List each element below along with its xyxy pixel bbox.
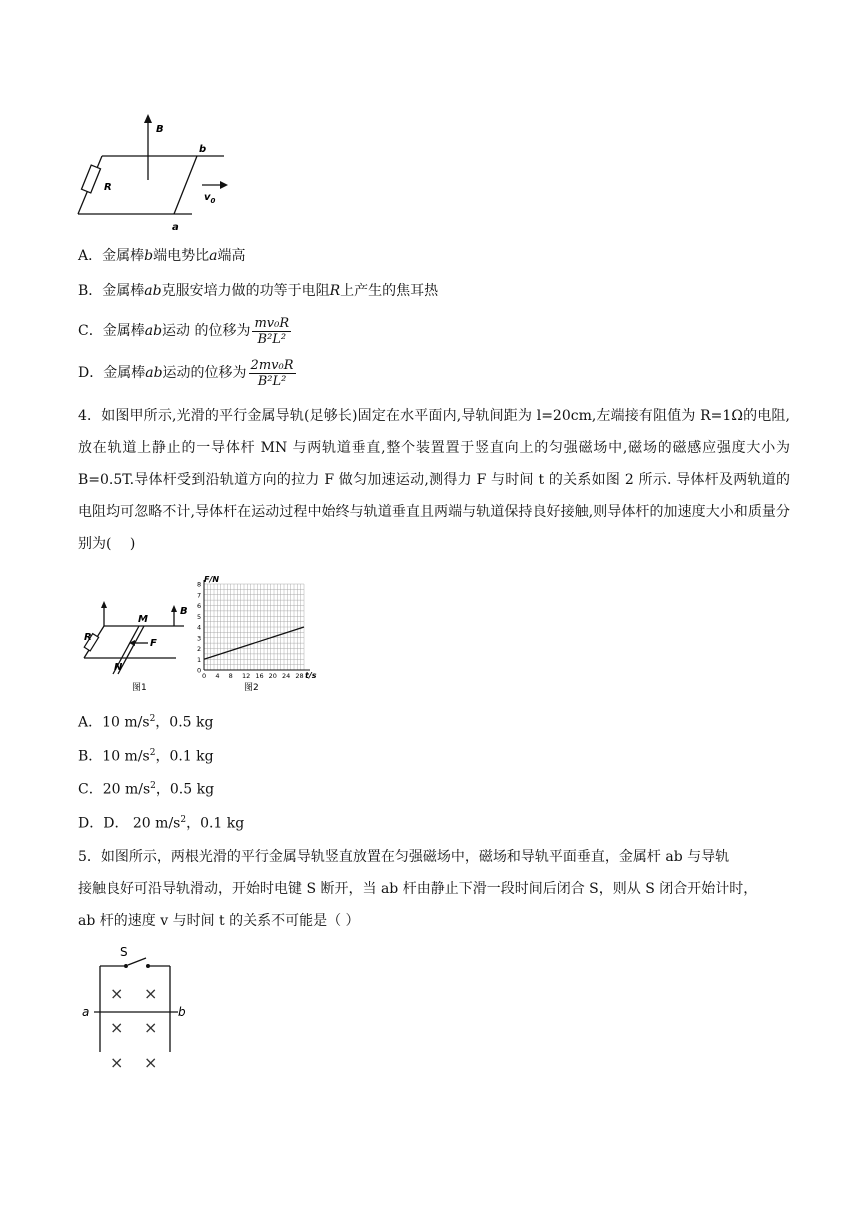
svg-text:a: a (82, 1005, 90, 1019)
y-tick-label: 3 (197, 634, 202, 643)
label-R: R (104, 182, 112, 193)
y-tick-label: 6 (197, 602, 202, 610)
x-tick-label: 8 (228, 672, 233, 680)
x-tick-label: 20 (268, 672, 277, 680)
fraction-d: $\frac{\text{2mv₀R}}{\text{B²L²}}$ (250, 357, 294, 389)
q3-option-d: D．金属棒ab运动的位移为 $\frac{\text{2mv₀R}}{\text{B²L²}}$ (78, 357, 294, 389)
q4-option-c: C．20 $m/s^2$，0.5 kg (78, 781, 215, 798)
svg-text:M: M (138, 614, 148, 625)
q4-figure-1 (80, 600, 190, 695)
x-tick-label: 0 (202, 672, 207, 680)
fraction-c: $\frac{\text{mv₀R}}{\text{B²L²}}$ (254, 315, 290, 347)
q3-option-a: A．金属棒b端电势比a端高 (78, 248, 246, 264)
svg-text:×: × (144, 1053, 158, 1072)
chart-caption: 图2 (244, 683, 259, 693)
svg-text:×: × (110, 984, 124, 1003)
q4-option-b: B．10 $m/s^2$，0.1 kg (78, 748, 214, 765)
chart-xlabel: t/s (305, 671, 317, 680)
svg-text:F: F (150, 638, 157, 649)
y-tick-label: 1 (197, 655, 202, 664)
x-tick-label: 24 (282, 672, 291, 680)
q5-stem-line-2: 接触良好可沿导轨滑动，开始时电键 S 断开，当 ab 杆由静止下滑一段时间后闭合 S，则从 S 闭合开始计时， (78, 881, 758, 897)
q3-option-c: C．金属棒ab运动 的位移为 $\frac{\text{mv₀R}}{\text{B²L²}}$ (78, 315, 290, 347)
chart-ylabel: F/N (204, 575, 220, 584)
svg-text:×: × (144, 1018, 158, 1037)
q5-stem-line-3: ab 杆的速度 v 与时间 t 的关系不可能是（ ） (78, 913, 360, 929)
svg-text:R: R (84, 632, 92, 643)
svg-text:N: N (114, 662, 123, 673)
x-tick-label: 4 (215, 672, 220, 680)
x-tick-label: 12 (242, 672, 251, 680)
q3-option-b: B．金属棒ab克服安培力做的功等于电阻R上产生的焦耳热 (78, 283, 439, 299)
q4-option-d: D．D． 20 $m/s^2$，0.1 kg (78, 815, 245, 832)
y-tick-label: 8 (197, 580, 202, 589)
y-tick-label: 5 (197, 612, 202, 621)
svg-text:图1: 图1 (132, 683, 147, 693)
x-tick-label: 16 (255, 672, 264, 680)
q5-stem-line-1: 5．如图所示，两根光滑的平行金属导轨竖直放置在匀强磁场中，磁场和导轨平面垂直，金属杆 ab 与导轨 (78, 849, 730, 865)
label-a: a (172, 222, 179, 233)
q4-f-t-chart (190, 574, 320, 696)
q4-option-a: A．10 $m/s^2$，0.5 kg (78, 714, 214, 731)
x-tick-label: 28 (295, 672, 304, 680)
label-B: B (156, 124, 164, 135)
q3-circuit-figure (72, 110, 242, 235)
y-tick-label: 0 (197, 666, 202, 675)
svg-text:b: b (178, 1005, 186, 1019)
svg-text:×: × (110, 1018, 124, 1037)
resistor-r (81, 165, 100, 193)
svg-text:×: × (110, 1053, 124, 1072)
label-v0: $v_0$ (204, 192, 216, 205)
chart-grid (204, 580, 310, 670)
svg-text:×: × (144, 984, 158, 1003)
svg-text:B: B (180, 606, 188, 617)
q4-stem: 4．如图甲所示,光滑的平行金属导轨(足够长)固定在水平面内,导轨间距为 l=20cm,左端接有阻值为 R=1Ω的电阻,放在轨道上静止的一导体杆 MN 与两轨道垂直,整个装置置于竖直向上的匀强磁场中,磁场的磁感应强度大小为 B=0.5T.导体杆受到沿轨道方向的拉力 F 做匀加速运动,测得力 F 与时间 t 的关系如图 2 所示. 导体杆及两轨道的电阻均可忽略不计,导体杆在运动过程中始终与轨道垂直且两端与轨道保持良好接触,则导体杆的加速度大小和质量分别为( ) (78, 408, 790, 552)
y-tick-label: 4 (197, 623, 202, 632)
svg-text:S: S (120, 945, 128, 959)
y-tick-label: 7 (197, 591, 202, 600)
label-b: b (199, 144, 207, 155)
q5-rail-figure (76, 940, 196, 1075)
y-tick-label: 2 (197, 645, 202, 653)
